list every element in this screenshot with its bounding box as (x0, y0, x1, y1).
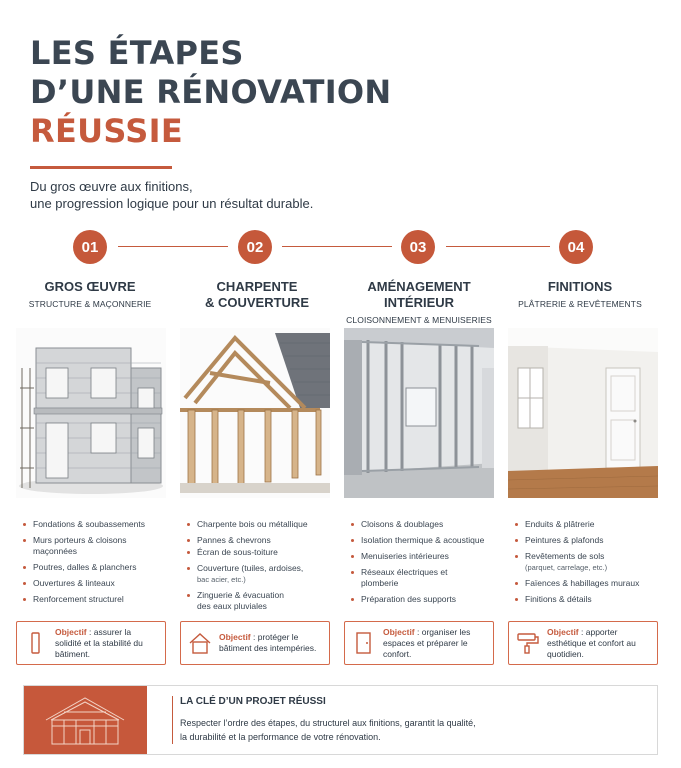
step-title-2-line-2: & COUVERTURE (204, 295, 309, 310)
objective-label: Objectif (219, 632, 251, 642)
title-line-3: RÉUSSIE (30, 112, 184, 150)
list-item-detail: bac acier, etc.) (197, 575, 246, 584)
objective-box-4 (508, 621, 658, 665)
step-connector-2 (282, 246, 392, 247)
house-icon (187, 630, 213, 656)
objective-description: : assurer la solidité et la stabilité du bâtiment. (55, 626, 143, 659)
masonry-structure-image (16, 328, 166, 498)
title-line-2: D’UNE RÉNOVATION (30, 73, 392, 111)
step-title-1-text: GROS ŒUVRE (44, 279, 136, 294)
step-title-4-text: FINITIONS (547, 279, 613, 294)
list-item: Cloisons & doublages (351, 519, 501, 530)
objective-box-2 (180, 621, 330, 665)
footer-body-line-1: Respecter l’ordre des étapes, du structurel aux finitions, garantit la qualité, (180, 718, 476, 728)
list-item: Poutres, dalles & planchers (23, 562, 173, 573)
timber-frame-illustration (180, 328, 330, 498)
list-item: Préparation des supports (351, 594, 501, 605)
step-badge-2: 02 (238, 230, 272, 264)
list-item: Fondations & soubassements (23, 519, 173, 530)
objective-description: : organiser les espaces et préparer le confort. (383, 626, 471, 659)
step-badge-4: 04 (559, 230, 593, 264)
list-item-main: Revêtements de sols (525, 551, 605, 561)
list-item: Réseaux électriques et plomberie (351, 567, 451, 589)
objective-box-3 (344, 621, 494, 665)
list-item (515, 551, 665, 573)
step-connector-1 (118, 246, 228, 247)
list-item: Zinguerie & évacuation des eaux pluviales (187, 590, 297, 612)
step-title-2-line-1: CHARPENTE (216, 279, 298, 294)
step-title-3 (344, 279, 494, 311)
list-item: Murs porteurs & cloisons maçonnées (23, 535, 143, 557)
paint-roller-icon (515, 630, 541, 656)
subtitle-line-1: Du gros œuvre aux finitions, (30, 179, 193, 194)
objective-text-2 (219, 632, 323, 654)
metal-studs-image (344, 328, 494, 498)
list-item: Renforcement structurel (23, 594, 173, 605)
step-1-list (23, 519, 173, 610)
step-badge-3: 03 (401, 230, 435, 264)
objective-text-3 (383, 627, 487, 660)
title-line-1: LES ÉTAPES (30, 34, 244, 72)
wall-icon (23, 630, 49, 656)
step-title-4 (505, 279, 655, 295)
objective-label: Objectif (55, 626, 87, 637)
finished-room-illustration (508, 328, 658, 498)
metal-studs-illustration (344, 328, 494, 498)
objective-description: : protéger le bâtiment des intempéries. (219, 632, 317, 653)
footer-body-line-2: la durabilité et la performance de votre rénovation. (180, 732, 381, 742)
objective-description: : apporter esthétique et confort au quotidien. (547, 626, 636, 659)
list-item: Charpente bois ou métallique (187, 519, 337, 530)
door-icon (351, 630, 377, 656)
list-item: Faïences & habillages muraux (515, 578, 665, 589)
page-title (30, 34, 392, 151)
objective-label: Objectif (383, 626, 415, 637)
step-title-2 (182, 279, 332, 311)
step-2-list (187, 519, 337, 617)
step-title-3-line-1: AMÉNAGEMENT (367, 279, 471, 294)
objective-text-4 (547, 627, 651, 660)
step-title-3-line-2: INTÉRIEUR (383, 295, 455, 310)
list-item (187, 563, 337, 585)
step-subtitle-4: PLÂTRERIE & REVÊTEMENTS (518, 299, 642, 309)
subtitle-line-2: une progression logique pour un résultat durable. (30, 196, 314, 211)
list-item: Ouvertures & linteaux (23, 578, 173, 589)
objective-text-1 (55, 627, 159, 660)
step-badge-1: 01 (73, 230, 107, 264)
step-3-list (351, 519, 501, 610)
footer-body (180, 716, 600, 744)
step-connector-3 (446, 246, 550, 247)
footer-icon-panel (24, 686, 147, 754)
step-title-1 (15, 279, 165, 295)
list-item: Écran de sous-toiture (187, 547, 337, 558)
key-to-success-panel (23, 685, 658, 755)
title-divider (30, 166, 172, 169)
list-item: Peintures & plafonds (515, 535, 665, 546)
step-subtitle-1: STRUCTURE & MAÇONNERIE (28, 299, 152, 309)
step-4-list (515, 519, 665, 610)
list-item-detail: (parquet, carrelage, etc.) (525, 563, 608, 572)
page-subtitle (30, 178, 430, 212)
step-subtitle-3: CLOISONNEMENT & MENUISERIES (346, 315, 492, 325)
objective-label: Objectif (547, 626, 579, 637)
objective-box-1 (16, 621, 166, 665)
list-item: Finitions & détails (515, 594, 665, 605)
timber-frame-image (180, 328, 330, 498)
list-item: Menuiseries intérieures (351, 551, 501, 562)
footer-divider (172, 696, 173, 744)
list-item-main: Couverture (tuiles, ardoises, (197, 563, 304, 573)
list-item: Enduits & plâtrerie (515, 519, 665, 530)
footer-heading: LA CLÉ D’UN PROJET RÉUSSI (180, 696, 326, 707)
finished-room-image (508, 328, 658, 498)
list-item: Isolation thermique & acoustique (351, 535, 501, 546)
masonry-structure-illustration (16, 328, 166, 498)
house-frame-icon (24, 686, 147, 754)
list-item: Pannes & chevrons (187, 535, 337, 546)
